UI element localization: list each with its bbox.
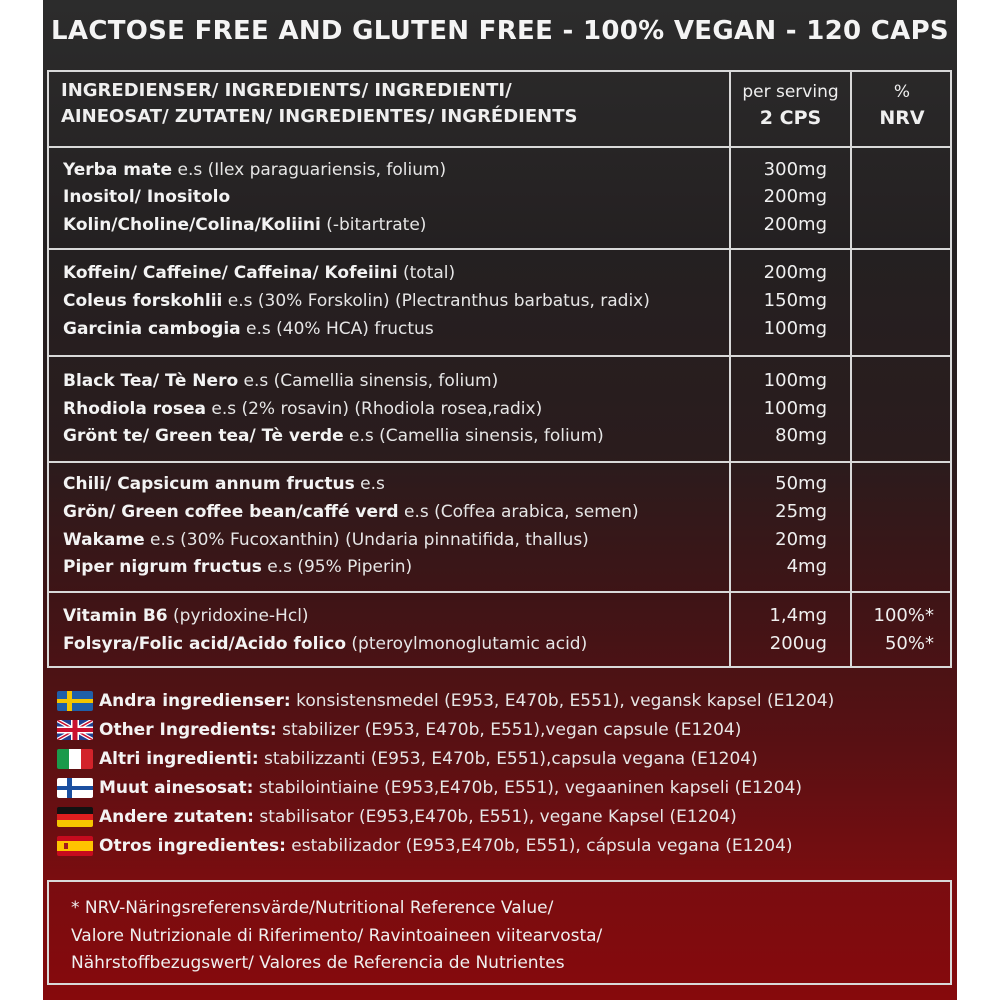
ingredients-table xyxy=(47,70,952,668)
table-row xyxy=(49,156,954,184)
ingredient-name xyxy=(63,422,727,450)
ingredient-amount: 1,4mg xyxy=(769,605,827,626)
header-ingredients-line2: AINEOSAT/ ZUTATEN/ INGREDIENTES/ INGRÉDIENTS xyxy=(61,106,578,127)
ingredient-bold: Chili/ Capsicum annum fructus xyxy=(63,474,355,494)
ingredient-detail: e.s (Camellia sinensis, folium) xyxy=(238,371,499,391)
table-row xyxy=(49,630,954,658)
other-ingredient-detail: stabilointiaine (E953,E470b, E551), vegaaninen kapseli (E1204) xyxy=(253,778,802,798)
row-divider xyxy=(49,248,950,250)
other-ingredient-detail: stabilizzanti (E953, E470b, E551),capsula vegana (E1204) xyxy=(258,749,758,769)
other-ingredient-detail: konsistensmedel (E953, E470b, E551), vegansk kapsel (E1204) xyxy=(290,691,835,711)
ingredient-bold: Folsyra/Folic acid/Acido folico xyxy=(63,634,347,654)
table-row xyxy=(49,183,954,211)
header-serving-size: 2 CPS xyxy=(759,107,822,129)
ingredient-detail: e.s (2% rosavin) (Rhodiola rosea,radix) xyxy=(205,399,543,419)
other-ingredient-text xyxy=(99,802,737,832)
table-row xyxy=(49,602,954,630)
ingredient-detail: e.s (Camellia sinensis, folium) xyxy=(343,426,604,446)
ingredient-amount: 200mg xyxy=(763,214,827,235)
ingredient-name xyxy=(63,470,727,498)
ingredient-bold: Grön/ Green coffee bean/caffé verd xyxy=(63,502,399,522)
ingredient-nrv: 50%* xyxy=(884,633,934,654)
ingredient-bold: Black Tea/ Tè Nero xyxy=(63,371,239,391)
ingredient-bold: Koffein/ Caffeine/ Caffeina/ Kofeiini xyxy=(63,263,398,283)
other-ingredient-detail: stabilisator (E953,E470b, E551), vegane Kapsel (E1204) xyxy=(253,807,737,827)
ingredient-amount: 200mg xyxy=(763,186,827,207)
ingredient-name xyxy=(63,183,727,211)
ingredient-bold: Garcinia cambogia xyxy=(63,319,241,339)
ingredient-detail: e.s (30% Fucoxanthin) (Undaria pinnatifida, thallus) xyxy=(144,530,589,550)
ingredient-name xyxy=(63,315,727,343)
ingredient-amount: 300mg xyxy=(763,159,827,180)
header-per-serving: per serving xyxy=(742,82,839,102)
ingredient-detail: e.s (95% Piperin) xyxy=(261,557,413,577)
ingredient-amount: 100mg xyxy=(763,398,827,419)
ingredient-name xyxy=(63,498,727,526)
ingredient-detail: (pteroylmonoglutamic acid) xyxy=(346,634,588,654)
footnote-line: Valore Nutrizionale di Riferimento/ Ravintoaineen viitearvosta/ xyxy=(71,926,603,946)
ingredient-amount: 200ug xyxy=(769,633,827,654)
ingredient-name xyxy=(63,259,727,287)
other-ingredient-label: Altri ingredienti: xyxy=(99,749,259,769)
table-row xyxy=(49,287,954,315)
other-ingredient-label: Other Ingredients: xyxy=(99,720,277,740)
other-ingredient-text xyxy=(99,715,741,745)
other-ingredient-detail: estabilizador (E953,E470b, E551), cápsula vegana (E1204) xyxy=(285,836,793,856)
ingredient-bold: Piper nigrum fructus xyxy=(63,557,262,577)
ingredient-bold: Yerba mate xyxy=(63,160,173,180)
ingredient-name xyxy=(63,156,727,184)
other-ingredient-detail: stabilizer (E953, E470b, E551),vegan capsule (E1204) xyxy=(276,720,742,740)
ingredient-amount: 150mg xyxy=(763,290,827,311)
list-item xyxy=(57,686,947,714)
ingredient-detail: e.s (40% HCA) fructus xyxy=(240,319,434,339)
ingredient-detail: (total) xyxy=(397,263,456,283)
ingredient-amount: 80mg xyxy=(775,425,827,446)
table-row xyxy=(49,315,954,343)
ingredient-name xyxy=(63,395,727,423)
table-row xyxy=(49,470,954,498)
ingredient-name xyxy=(63,211,727,239)
header-percent: % xyxy=(893,82,911,102)
other-ingredient-text xyxy=(99,686,834,716)
other-ingredient-label: Otros ingredientes: xyxy=(99,836,286,856)
finland-flag-icon xyxy=(57,778,93,798)
spain-flag-icon xyxy=(57,836,93,856)
other-ingredient-label: Muut ainesosat: xyxy=(99,778,254,798)
label-panel xyxy=(43,0,957,1000)
footnote-line: Nährstoffbezugswert/ Valores de Referencia de Nutrientes xyxy=(71,953,565,973)
table-row xyxy=(49,553,954,581)
ingredient-detail: e.s xyxy=(354,474,385,494)
ingredient-amount: 100mg xyxy=(763,370,827,391)
table-header-ingredients xyxy=(61,78,721,130)
ingredient-amount: 100mg xyxy=(763,318,827,339)
ingredient-bold: Kolin/Choline/Colina/Koliini xyxy=(63,215,321,235)
ingredient-name xyxy=(63,287,727,315)
ingredient-amount: 4mg xyxy=(786,556,827,577)
list-item xyxy=(57,773,947,801)
list-item xyxy=(57,831,947,859)
ingredient-bold: Wakame xyxy=(63,530,145,550)
ingredient-amount: 200mg xyxy=(763,262,827,283)
ingredient-bold: Grönt te/ Green tea/ Tè verde xyxy=(63,426,344,446)
ingredient-amount: 25mg xyxy=(775,501,827,522)
ingredient-detail: e.s (Coffea arabica, semen) xyxy=(398,502,639,522)
table-row xyxy=(49,259,954,287)
other-ingredient-label: Andere zutaten: xyxy=(99,807,254,827)
ingredient-bold: Vitamin B6 xyxy=(63,606,168,626)
table-row xyxy=(49,211,954,239)
table-row xyxy=(49,526,954,554)
row-divider xyxy=(49,146,950,148)
table-row xyxy=(49,367,954,395)
sweden-flag-icon xyxy=(57,691,93,711)
ingredient-bold: Rhodiola rosea xyxy=(63,399,206,419)
ingredient-amount: 50mg xyxy=(775,473,827,494)
ingredient-detail: (pyridoxine-Hcl) xyxy=(167,606,309,626)
ingredient-name xyxy=(63,553,727,581)
header-ingredients-line1: INGREDIENSER/ INGREDIENTS/ INGREDIENTI/ xyxy=(61,80,512,101)
footnote-box xyxy=(47,880,952,985)
ingredient-detail: e.s (30% Forskolin) (Plectranthus barbatus, radix) xyxy=(222,291,650,311)
table-row xyxy=(49,498,954,526)
uk-flag-icon xyxy=(57,720,93,740)
row-divider xyxy=(49,461,950,463)
ingredient-detail: (-bitartrate) xyxy=(320,215,427,235)
ingredient-name xyxy=(63,630,727,658)
table-row xyxy=(49,395,954,423)
page-title: LACTOSE FREE AND GLUTEN FREE - 100% VEGAN - 120 CAPS xyxy=(51,16,949,46)
other-ingredient-text xyxy=(99,831,793,861)
other-ingredient-text xyxy=(99,773,802,803)
row-divider xyxy=(49,591,950,593)
list-item xyxy=(57,744,947,772)
other-ingredient-label: Andra ingredienser: xyxy=(99,691,291,711)
ingredient-bold: Inositol/ Inositolo xyxy=(63,187,231,207)
ingredient-amount: 20mg xyxy=(775,529,827,550)
ingredient-name xyxy=(63,602,727,630)
ingredient-nrv: 100%* xyxy=(873,605,934,626)
ingredient-name xyxy=(63,526,727,554)
footnote-line: * NRV-Näringsreferensvärde/Nutritional Reference Value/ xyxy=(71,898,554,918)
table-row xyxy=(49,422,954,450)
row-divider xyxy=(49,355,950,357)
other-ingredient-text xyxy=(99,744,758,774)
list-item xyxy=(57,802,947,830)
germany-flag-icon xyxy=(57,807,93,827)
list-item xyxy=(57,715,947,743)
header-nrv: NRV xyxy=(879,107,925,129)
ingredient-detail: e.s (Ilex paraguariensis, folium) xyxy=(172,160,447,180)
italy-flag-icon xyxy=(57,749,93,769)
ingredient-name xyxy=(63,367,727,395)
ingredient-bold: Coleus forskohlii xyxy=(63,291,223,311)
